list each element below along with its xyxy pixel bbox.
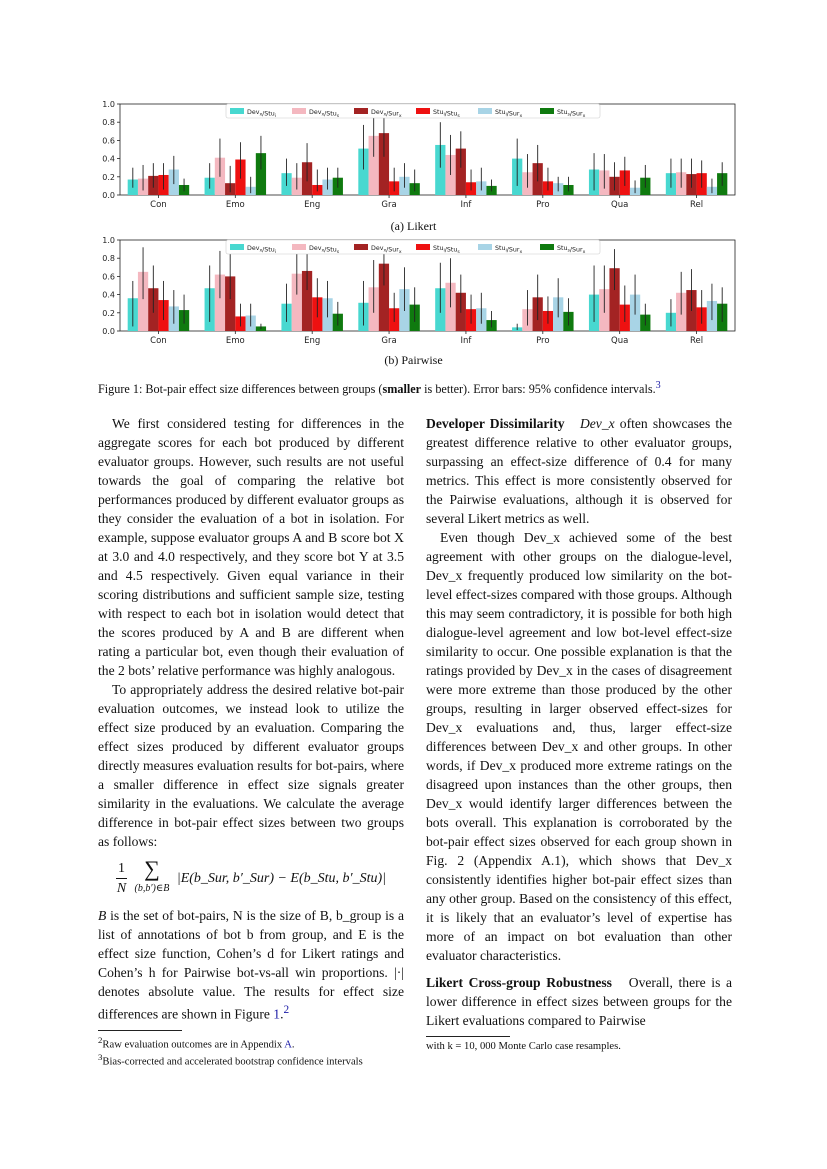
legend-swatch [540,108,554,114]
footnote-rule [98,1030,182,1031]
legend-swatch [478,108,492,114]
legend-label: Stu$_s$/Sur$_x$ [557,109,586,119]
paragraph: We first considered testing for differences in the aggregate scores for each bot produced by different evaluator groups. However, such results are not useful towards the goal of comparing the relative bot performances produced by different evaluator groups as they consider the evaluation of a bot in isolation. For example, suppose evaluator groups A and B score bot X at 3.0 and 4.0 respectively, and they score bot Y at 3.5 and 4.5 respectively. Given equal variance in their scoring distributions and sufficient sample size, testing with respect to each bot in isolation would detect that the scores produced by A and B are different when rating a particular bot, even though their evaluation of the 2 bots’ relative performance was highly analogous. [98,416,404,678]
x-tick-label: Eng [304,336,321,346]
y-tick-label: 0.2 [102,172,115,182]
footnote-3: $^3$Bias-corrected and accelerated bootstrap confidence intervals [98,1052,363,1068]
x-tick-label: Pro [536,336,550,346]
left-column [98,414,404,1069]
x-tick-label: Con [150,200,167,210]
legend-label: Stu$_i$/Stu$_s$ [433,245,460,255]
legend-swatch [230,244,244,250]
legend-label: Stu$_i$/Sur$_x$ [495,109,523,119]
legend-label: Stu$_i$/Stu$_s$ [433,109,460,119]
legend-label: Dev$_x$/Stu$_s$ [309,245,340,255]
legend-label: Stu$_i$/Sur$_x$ [495,245,523,255]
right-column: Developer Dissimilarity Dev_x often showcases the greatest difference relative to other evaluator groups, surpassing an effect-size difference of 0.4 for many metrics. This effect is more consistently observed for the Pairwise evaluations, although it is observed for several Likert metrics as well. Even though Dev_x achieved some of the best agreement with other groups on the dialogue-level, Dev_x frequently produced low similarity on the bot-level effect-sizes compared with those groups. Although this may seem contradictory, it is possible for both high dialogue-level agreement and low bot-level effect-size similarity to occur. One possible explanation is that the ratings provided by Dev_x in the cases of disagreement were more extreme than those produced by the other groups, resulting in larger observed effect-sizes for Dev_x evaluations and, thus, larger effect-size differences between Dev_x and other groups. In other words, if Dev_x produced more extreme ratings on the disagreed upon instances than the other groups, then Dev_x would identify larger differences between the bots overall. This explanation is corroborated by the bot-pair effect sizes observed for each group shown in Fig. 2 (Appendix A.1), which shows that Dev_x consistently identifies higher bot-pair effect sizes than any other group. Based on the consistency of this effect, it is likely that an evaluator’s level of expertise has more of an impact on bot evaluation than other evaluator characteristics. Likert Cross-group Robustness Overall, there is a lower difference in effect sizes between groups for the Likert evaluations compared to Pairwise with k = 10, 000 Monte Carlo case resamples. [426,416,733,1052]
y-tick-label: 1.0 [102,236,115,245]
y-tick-label: 0.4 [102,154,115,164]
legend-swatch [416,244,430,250]
x-tick-label: Eng [304,200,321,210]
figure-caption: Figure 1: Bot-pair effect size differences between groups (smaller is better). Error bars: 95% confidence intervals.$^3$ [98,380,661,397]
legend-swatch [292,244,306,250]
y-tick-label: 0.0 [102,327,115,336]
x-tick-label: Inf [460,200,472,210]
likert-bar-chart [80,96,745,214]
legend-swatch [540,244,554,250]
footnote-rule [426,1036,510,1037]
legend-label: Dev$_x$/Stu$_i$ [247,245,277,255]
y-tick-label: 0.6 [102,272,115,282]
y-tick-label: 0.6 [102,136,115,146]
legend-label: Dev$_x$/Stu$_i$ [247,109,277,119]
paragraph: B is the set of bot-pairs, N is the size of B, b_group is a list of annotations of bot b from group, and E is the effect size function, Cohen’s d for Likert ratings and Cohen’s h for Pairwise bot-vs-all win proportions. |·| denotes absolute value. The results for effect size differences are shown in Figure 1.$^2$ [98,908,404,1022]
x-tick-label: Emo [225,336,245,346]
x-tick-label: Rel [690,336,704,346]
y-tick-label: 0.8 [102,254,115,264]
y-tick-label: 0.8 [102,118,115,128]
x-tick-label: Con [150,336,167,346]
x-tick-label: Inf [460,336,472,346]
legend [226,240,600,255]
paragraph: To appropriately address the desired relative bot-pair evaluation outcomes, we instead look to utilize the effect size produced by an evaluation. Comparing the effect sizes produced by different evaluator groups directly measures evaluation results for bot-pairs, where a smaller difference in effect size signals greater similarity in the evaluations. We calculate the average difference in bot-pair effect sizes between two groups as follows: [98,682,404,849]
subcaption-pairwise: (b) Pairwise [384,353,443,367]
x-tick-label: Emo [225,200,245,210]
x-tick-label: Gra [381,336,397,346]
x-tick-label: Rel [690,200,704,210]
x-tick-label: Pro [536,200,550,210]
effect-size-formula: $\frac{1}{N}$ ∑ (b,b′)∈B |E(b_Sur, b′_Sur) − E(b_Stu, b′_Stu)| [116,856,386,896]
footnote-3-continued: with k = 10, 000 Monte Carlo case resamples. [426,1041,621,1052]
y-tick-label: 0.2 [102,308,115,318]
legend-swatch [292,108,306,114]
x-tick-label: Gra [381,200,397,210]
pairwise-bar-chart [80,232,745,350]
section-heading: Likert Cross-group Robustness [426,975,612,990]
paragraph: Even though Dev_x achieved some of the best agreement with other groups on the dialogue-level, Dev_x frequently produced low similarity on the bot-level effect-sizes compared with those groups. Although this may seem contradictory, it is possible for both high dialogue-level agreement and low bot-level effect-size similarity to occur. One possible explanation is that the ratings provided by Dev_x in the cases of disagreement were more extreme than those produced by the other groups, resulting in larger observed effect-sizes for Dev_x evaluations and, thus, larger effect-size differences between Dev_x and other groups. In other words, if Dev_x produced more extreme ratings on the disagreed upon instances than the other groups, then Dev_x would identify larger differences between the bots overall. This explanation is corroborated by the bot-pair effect sizes observed for each group shown in Fig. 2 (Appendix A.1), which shows that Dev_x consistently identifies higher bot-pair effect sizes than any other group. Based on the consistency of this effect, it is likely that an evaluator’s level of expertise has more of an impact on bot evaluation than other evaluator characteristics. [426,530,732,963]
x-tick-label: Qua [611,200,629,210]
legend-label: Dev$_x$/Sur$_x$ [371,109,402,119]
legend-swatch [416,108,430,114]
subcaption-likert: (a) Likert [390,219,437,233]
legend-swatch [354,108,368,114]
legend-swatch [354,244,368,250]
y-tick-label: 1.0 [102,100,115,109]
legend-swatch [478,244,492,250]
legend-label: Dev$_x$/Sur$_x$ [371,245,402,255]
y-tick-label: 0.0 [102,191,115,200]
legend-swatch [230,108,244,114]
section-heading: Developer Dissimilarity [426,416,565,431]
legend [226,104,600,119]
x-tick-label: Qua [611,336,629,346]
y-tick-label: 0.4 [102,290,115,300]
legend-label: Dev$_x$/Stu$_s$ [309,109,340,119]
footnote-2: $^2$Raw evaluation outcomes are in Appendix A. [98,1034,295,1051]
legend-label: Stu$_s$/Sur$_x$ [557,245,586,255]
